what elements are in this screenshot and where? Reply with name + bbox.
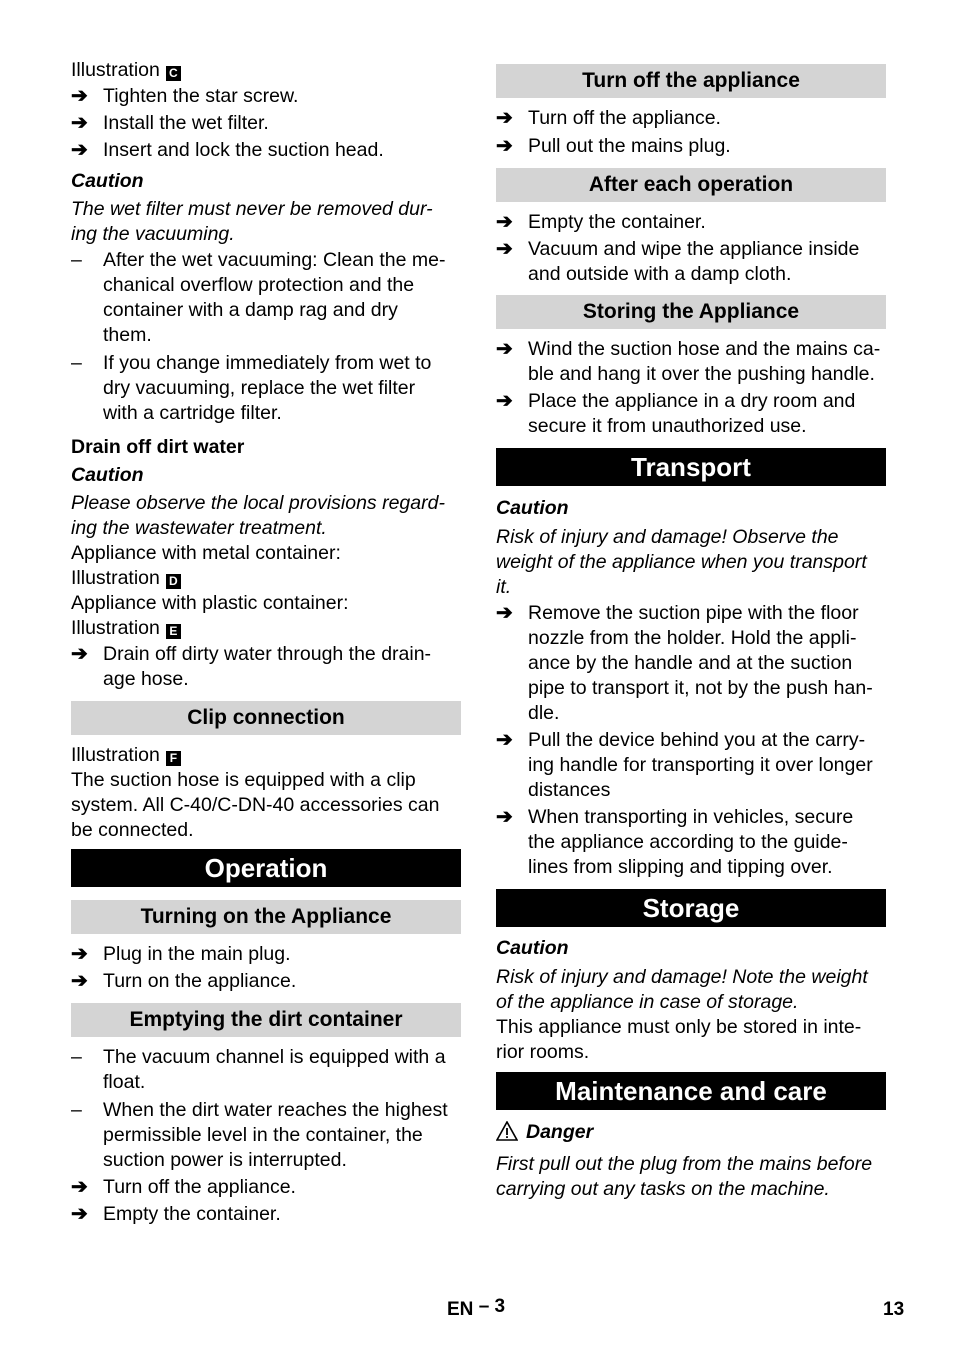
maintenance-heading: Maintenance and care	[496, 1072, 886, 1110]
step-item: ➔ Remove the suction pipe with the floor nozzle from the holder. Hold the appli- ance by the handle and at the suction pipe to transport it, not by the push han- dle.	[496, 602, 873, 724]
caution-text: The wet filter must never be removed dur- ing the vacuuming.	[71, 198, 433, 245]
step-item: ➔ Turn on the appliance.	[71, 970, 297, 992]
dash-item: – The vacuum channel is equipped with a float.	[71, 1046, 446, 1093]
step-item: ➔ Place the appliance in a dry room and secure it from unauthorized use.	[496, 390, 856, 437]
arrow-right-icon: ➔	[71, 1176, 88, 1198]
step-item: ➔ Drain off dirty water through the drain- age hose.	[71, 643, 432, 690]
turning-on-steps	[71, 942, 461, 994]
step-item: ➔ Turn off the appliance.	[496, 107, 721, 129]
page-number: 13	[883, 1299, 905, 1320]
step-item: ➔ Vacuum and wipe the appliance inside and outside with a damp cloth.	[496, 238, 860, 285]
caution-text: Please observe the local provisions regard- ing the wastewater treatment.	[71, 492, 445, 539]
transport-heading: Transport	[496, 448, 886, 486]
dash-item: – When the dirt water reaches the highest permissible level in the container, the suction power is interrupted.	[71, 1099, 448, 1171]
caution-text: Risk of injury and damage! Note the weight of the appliance in case of storage.	[496, 966, 868, 1013]
dash-marker: –	[71, 1046, 82, 1068]
arrow-right-icon: ➔	[496, 238, 513, 260]
illustration-d-ref: Illustration D	[71, 566, 461, 591]
step-item: ➔ Insert and lock the suction head.	[71, 139, 384, 161]
drain-heading: Drain off dirt water	[71, 436, 245, 458]
arrow-right-icon: ➔	[496, 729, 513, 751]
illustration-letter-d: D	[166, 574, 181, 589]
arrow-right-icon: ➔	[496, 390, 513, 412]
caution-heading: Caution	[71, 170, 144, 192]
after-operation-heading: After each operation	[496, 168, 886, 202]
clip-connection-heading: Clip connection	[71, 701, 461, 735]
illustration-letter-e: E	[166, 624, 181, 639]
step-item: ➔ Pull the device behind you at the carry- ing handle for transporting it over longer distances	[496, 729, 873, 801]
arrow-right-icon: ➔	[496, 135, 513, 157]
arrow-right-icon: ➔	[496, 602, 513, 624]
arrow-right-icon: ➔	[71, 943, 88, 965]
left-column	[71, 58, 461, 1227]
dash-marker: –	[71, 352, 82, 374]
arrow-right-icon: ➔	[71, 1203, 88, 1225]
arrow-right-icon: ➔	[496, 806, 513, 828]
operation-heading: Operation	[71, 849, 461, 887]
right-column	[496, 64, 886, 1202]
clip-text: The suction hose is equipped with a clip system. All C-40/C-DN-40 accessories can be connected.	[71, 769, 440, 841]
illustration-c-ref: Illustration C	[71, 58, 461, 83]
arrow-right-icon: ➔	[496, 338, 513, 360]
dash-item: – After the wet vacuuming: Clean the me- chanical overflow protection and the container with a damp rag and dry them.	[71, 249, 446, 346]
step-item: ➔ Wind the suction hose and the mains ca- ble and hang it over the pushing handle.	[496, 338, 881, 385]
step-item: ➔ When transporting in vehicles, secure the appliance according to the guide- lines from slipping and tipping over.	[496, 806, 854, 878]
storage-heading: Storage	[496, 889, 886, 927]
step-item: ➔ Install the wet filter.	[71, 112, 269, 134]
caution-heading: Caution	[496, 497, 569, 519]
arrow-right-icon: ➔	[71, 112, 88, 134]
arrow-right-icon: ➔	[71, 970, 88, 992]
illustration-letter-f: F	[166, 751, 181, 766]
dash-item: – If you change immediately from wet to dry vacuuming, replace the wet filter with a cartridge filter.	[71, 352, 432, 424]
arrow-right-icon: ➔	[496, 211, 513, 233]
steps-list-1	[71, 84, 461, 163]
storing-heading: Storing the Appliance	[496, 295, 886, 329]
illustration-letter-c: C	[166, 66, 181, 81]
arrow-right-icon: ➔	[71, 85, 88, 107]
storage-text: This appliance must only be stored in inte- rior rooms.	[496, 1016, 862, 1063]
warning-triangle-icon	[496, 1121, 518, 1148]
step-item: ➔ Empty the container.	[71, 1203, 281, 1225]
footer-section-label: EN – 3	[447, 1296, 506, 1320]
arrow-right-icon: ➔	[496, 107, 513, 129]
danger-text: First pull out the plug from the mains before carrying out any tasks on the machine.	[496, 1153, 873, 1200]
step-item: ➔ Empty the container.	[496, 211, 706, 233]
step-item: ➔ Tighten the star screw.	[71, 85, 299, 107]
danger-heading: Danger	[496, 1120, 886, 1148]
turn-off-heading: Turn off the appliance	[496, 64, 886, 98]
caution-heading: Caution	[71, 464, 144, 486]
plastic-container-text: Appliance with plastic container:	[71, 592, 349, 614]
illustration-f-ref: Illustration F	[71, 743, 461, 768]
metal-container-text: Appliance with metal container:	[71, 542, 341, 564]
caution-heading: Caution	[496, 937, 569, 959]
turn-off-steps	[496, 106, 886, 159]
arrow-right-icon: ➔	[71, 643, 88, 665]
turning-on-heading: Turning on the Appliance	[71, 900, 461, 934]
step-item: ➔ Turn off the appliance.	[71, 1176, 296, 1198]
illustration-e-ref: Illustration E	[71, 616, 461, 641]
caution-text: Risk of injury and damage! Observe the weight of the appliance when you transport it.	[496, 526, 867, 598]
arrow-right-icon: ➔	[71, 139, 88, 161]
dash-marker: –	[71, 249, 82, 271]
dash-marker: –	[71, 1099, 82, 1121]
step-item: ➔ Plug in the main plug.	[71, 943, 291, 965]
emptying-heading: Emptying the dirt container	[71, 1003, 461, 1037]
step-item: ➔ Pull out the mains plug.	[496, 135, 731, 157]
